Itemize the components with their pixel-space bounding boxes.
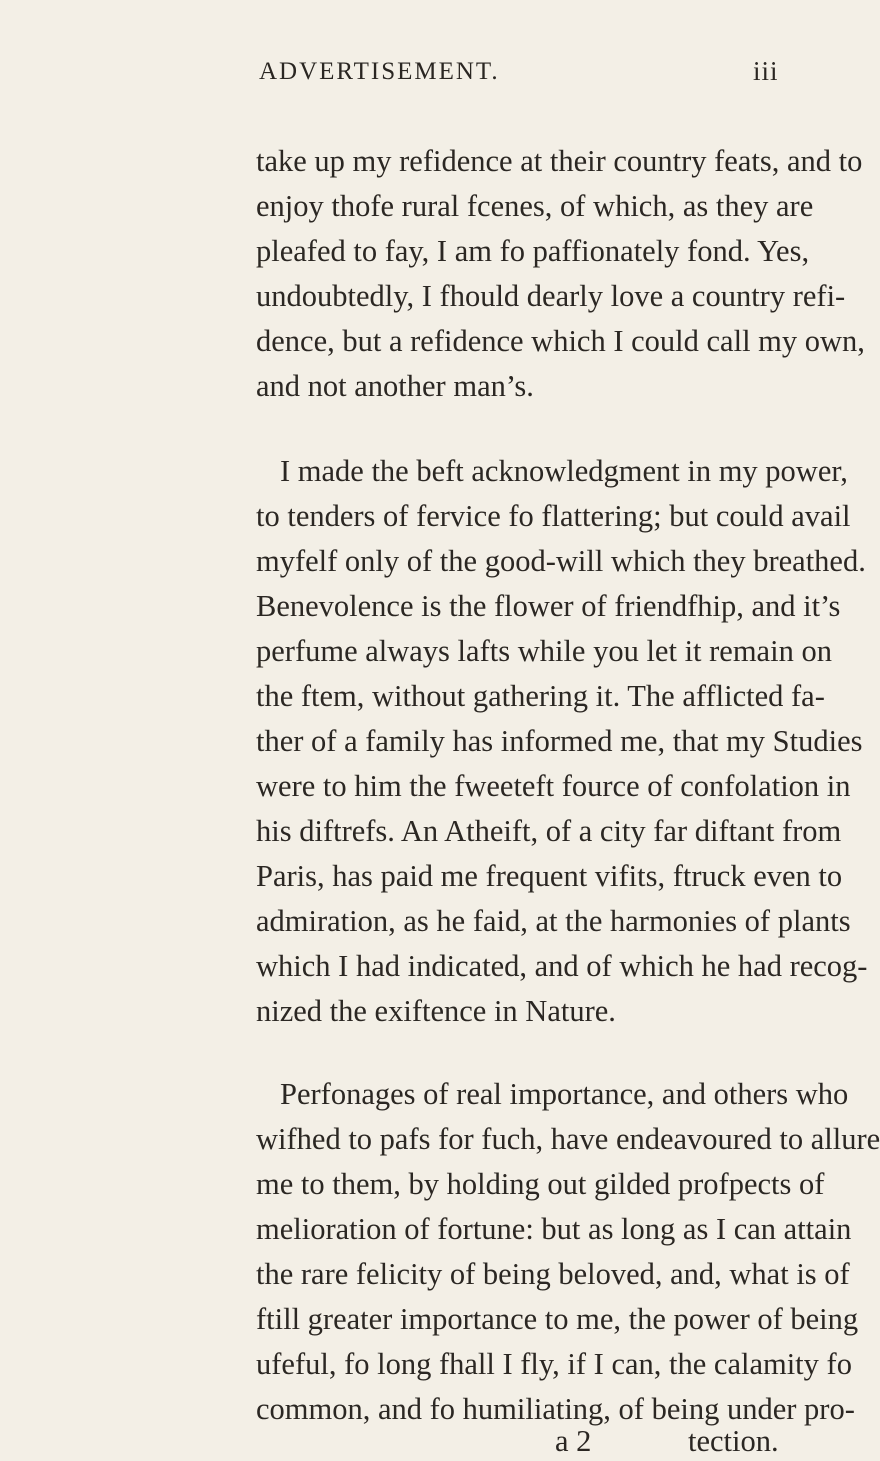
text-line: the rare felicity of being beloved, and, what is of bbox=[256, 1257, 850, 1291]
running-head-title: ADVERTISEMENT. bbox=[259, 58, 500, 85]
text-line: and not another man’s. bbox=[256, 369, 534, 403]
text-line: Benevolence is the flower of friendfhip, and it’s bbox=[256, 589, 841, 623]
text-line: admiration, as he faid, at the harmonies of plants bbox=[256, 904, 851, 938]
text-line: Perfonages of real importance, and others who bbox=[280, 1077, 849, 1111]
text-line: nized the exiftence in Nature. bbox=[256, 994, 616, 1028]
text-line: which I had indicated, and of which he had recog- bbox=[256, 949, 868, 983]
text-line: ufeful, fo long fhall I fly, if I can, the calamity fo bbox=[256, 1347, 852, 1381]
text-line: the ftem, without gathering it. The afflicted fa- bbox=[256, 679, 825, 713]
text-line: me to them, by holding out gilded profpects of bbox=[256, 1167, 825, 1201]
running-head bbox=[200, 58, 800, 98]
text-line: melioration of fortune: but as long as I can attain bbox=[256, 1212, 852, 1246]
text-line: perfume always lafts while you let it remain on bbox=[256, 634, 832, 668]
text-line: enjoy thofe rural fcenes, of which, as they are bbox=[256, 189, 814, 223]
text-line: dence, but a refidence which I could call my own, bbox=[256, 324, 865, 358]
text-line: Paris, has paid me frequent vifits, ftruck even to bbox=[256, 859, 843, 893]
page-number: iii bbox=[753, 56, 779, 86]
text-line: take up my refidence at their country feats, and to bbox=[256, 144, 863, 178]
signature-mark: a 2 bbox=[555, 1424, 592, 1458]
text-line: his diftrefs. An Atheift, of a city far diftant from bbox=[256, 814, 842, 848]
text-line: pleafed to fay, I am fo paffionately fond. Yes, bbox=[256, 234, 810, 268]
page-footer bbox=[0, 1422, 800, 1460]
text-line: undoubtedly, I fhould dearly love a country refi- bbox=[256, 279, 846, 313]
text-line: ftill greater importance to me, the power of being bbox=[256, 1302, 859, 1336]
catchword: tection. bbox=[688, 1424, 779, 1458]
text-line: ther of a family has informed me, that my Studies bbox=[256, 724, 863, 758]
text-line: were to him the fweeteft fource of confolation in bbox=[256, 769, 851, 803]
text-line: myfelf only of the good-will which they breathed. bbox=[256, 544, 866, 578]
text-line: I made the beft acknowledgment in my power, bbox=[280, 454, 848, 488]
text-line: to tenders of fervice fo flattering; but could avail bbox=[256, 499, 851, 533]
text-line: wifhed to pafs for fuch, have endeavoured to allure bbox=[256, 1122, 880, 1156]
text-line: common, and fo humiliating, of being under pro- bbox=[256, 1392, 855, 1426]
